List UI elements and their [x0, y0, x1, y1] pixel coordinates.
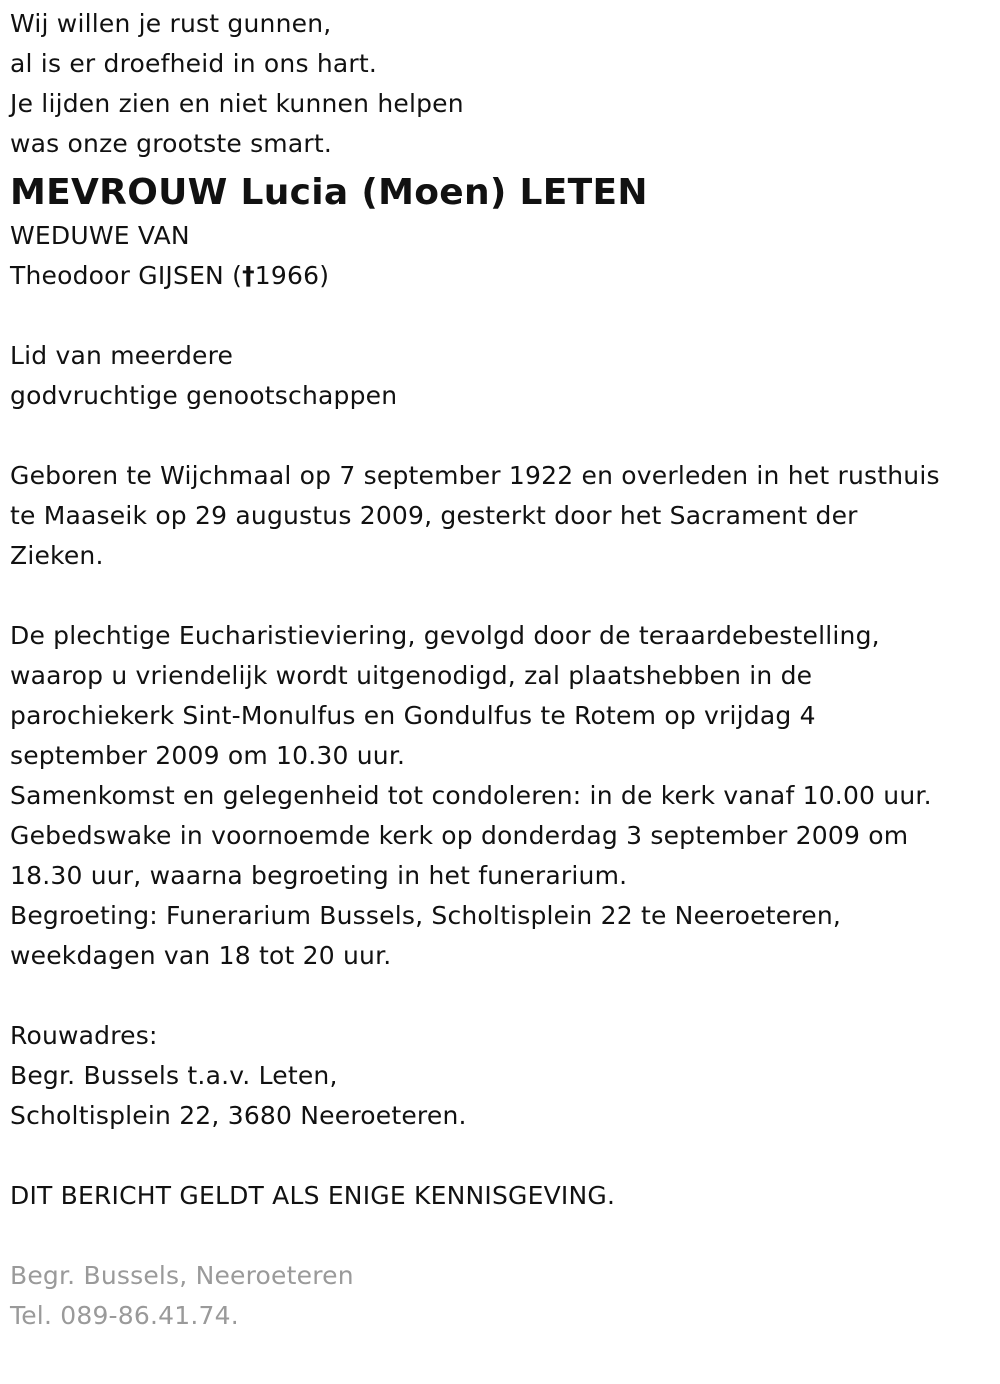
mourning-address	[10, 1016, 990, 1136]
footer-phone: Tel. 089-86.41.74.	[10, 1301, 239, 1330]
poem-line: Je lijden zien en niet kunnen helpen	[10, 89, 464, 118]
spouse-line	[10, 256, 990, 296]
footer-line: Begr. Bussels, Neeroeteren	[10, 1261, 354, 1290]
spouse-name: Theodoor GIJSEN (	[10, 261, 243, 290]
obituary-notice	[10, 4, 990, 1336]
funeral-home-footer	[10, 1256, 990, 1336]
spacer	[10, 976, 990, 1016]
membership-line: godvruchtige genootschappen	[10, 381, 398, 410]
membership-line: Lid van meerdere	[10, 341, 234, 370]
paragraph-line: weekdagen van 18 tot 20 uur.	[10, 941, 392, 970]
paragraph-line: te Maaseik op 29 augustus 2009, gesterkt door het Sacrament der	[10, 501, 858, 530]
paragraph-line: waarop u vriendelijk wordt uitgenodigd, zal plaatshebben in de	[10, 661, 813, 690]
spacer	[10, 296, 990, 336]
deceased-name: MEVROUW Lucia (Moen) LETEN	[10, 172, 648, 213]
birth-death-paragraph	[10, 456, 990, 576]
membership	[10, 336, 990, 416]
paragraph-line: Samenkomst en gelegenheid tot condoleren: in de kerk vanaf 10.00 uur.	[10, 781, 932, 810]
address-line: Begr. Bussels t.a.v. Leten,	[10, 1061, 338, 1090]
notice-line: DIT BERICHT GELDT ALS ENIGE KENNISGEVING.	[10, 1181, 616, 1210]
poem-line: was onze grootste smart.	[10, 129, 332, 158]
spouse-death-year: 1966)	[254, 261, 330, 290]
paragraph-line: 18.30 uur, waarna begroeting in het funerarium.	[10, 861, 628, 890]
spacer	[10, 1216, 990, 1256]
spacer	[10, 416, 990, 456]
paragraph-line: De plechtige Eucharistieviering, gevolgd door de teraardebestelling,	[10, 621, 880, 650]
paragraph-line: Geboren te Wijchmaal op 7 september 1922 en overleden in het rusthuis	[10, 461, 940, 490]
ceremony-paragraph	[10, 616, 990, 976]
widow-line: WEDUWE VAN	[10, 221, 190, 250]
poem-line: Wij willen je rust gunnen,	[10, 9, 332, 38]
cross-icon: †	[242, 261, 255, 290]
poem	[10, 4, 990, 164]
spacer	[10, 1136, 990, 1176]
spacer	[10, 576, 990, 616]
paragraph-line: september 2009 om 10.30 uur.	[10, 741, 406, 770]
paragraph-line: Gebedswake in voornoemde kerk op donderdag 3 september 2009 om	[10, 821, 909, 850]
paragraph-line: Begroeting: Funerarium Bussels, Scholtisplein 22 te Neeroeteren,	[10, 901, 842, 930]
poem-line: al is er droefheid in ons hart.	[10, 49, 378, 78]
paragraph-line: Zieken.	[10, 541, 104, 570]
paragraph-line: parochiekerk Sint-Monulfus en Gondulfus te Rotem op vrijdag 4	[10, 701, 816, 730]
address-line: Scholtisplein 22, 3680 Neeroeteren.	[10, 1101, 467, 1130]
address-line: Rouwadres:	[10, 1021, 158, 1050]
